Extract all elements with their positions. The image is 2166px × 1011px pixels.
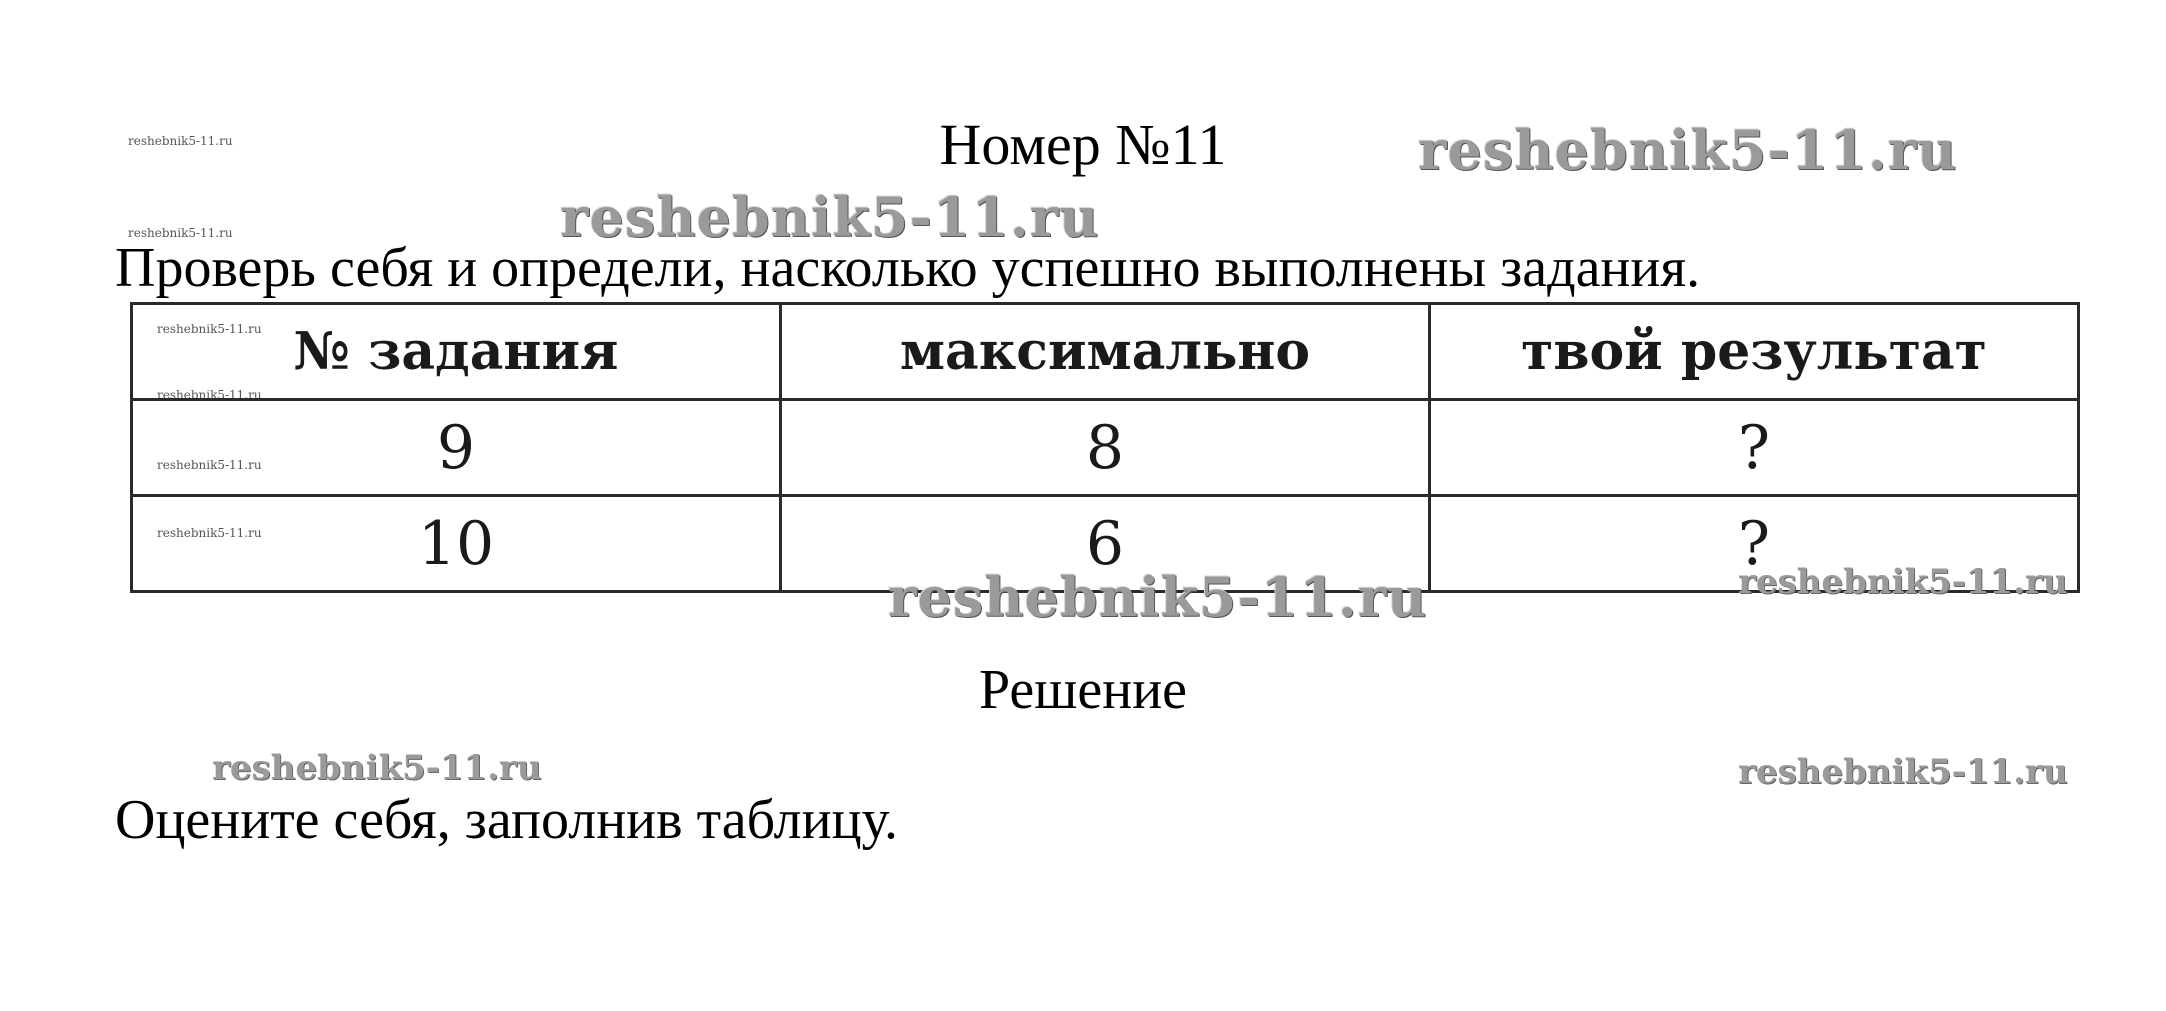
watermark: reshebnik5-11.ru <box>212 748 542 788</box>
watermark: reshebnik5-11.ru <box>128 226 233 240</box>
table-row <box>132 400 2079 496</box>
header-task-number: № задания <box>132 304 781 400</box>
header-maximum: максимально <box>781 304 1430 400</box>
page-title: Номер №11 <box>939 112 1227 177</box>
header-your-result: твой результат <box>1430 304 2079 400</box>
watermark: reshebnik5-11.ru <box>888 565 1428 629</box>
task-text: Проверь себя и определи, насколько успешно выполнены задания. <box>115 237 1701 299</box>
solution-text: Оцените себя, заполнив таблицу. <box>115 789 898 851</box>
table-header-row <box>132 304 2079 400</box>
task-number-cell: 9 <box>132 400 781 496</box>
maximum-cell: 8 <box>781 400 1430 496</box>
watermark: reshebnik5-11.ru <box>560 185 1100 249</box>
watermark: reshebnik5-11.ru <box>157 526 262 540</box>
watermark: reshebnik5-11.ru <box>1418 118 1958 182</box>
maximum-cell: 6 <box>781 496 1430 592</box>
solution-heading: Решение <box>978 659 1188 721</box>
watermark: reshebnik5-11.ru <box>1738 562 2068 602</box>
watermark: reshebnik5-11.ru <box>1738 752 2068 792</box>
result-cell: ? <box>1430 400 2079 496</box>
result-cell: ? <box>1430 496 2079 592</box>
watermark: reshebnik5-11.ru <box>157 322 262 336</box>
results-table <box>130 302 2080 593</box>
watermark: reshebnik5-11.ru <box>128 134 233 148</box>
watermark: reshebnik5-11.ru <box>157 458 262 472</box>
task-number-cell: 10 <box>132 496 781 592</box>
watermark: reshebnik5-11.ru <box>157 388 262 402</box>
